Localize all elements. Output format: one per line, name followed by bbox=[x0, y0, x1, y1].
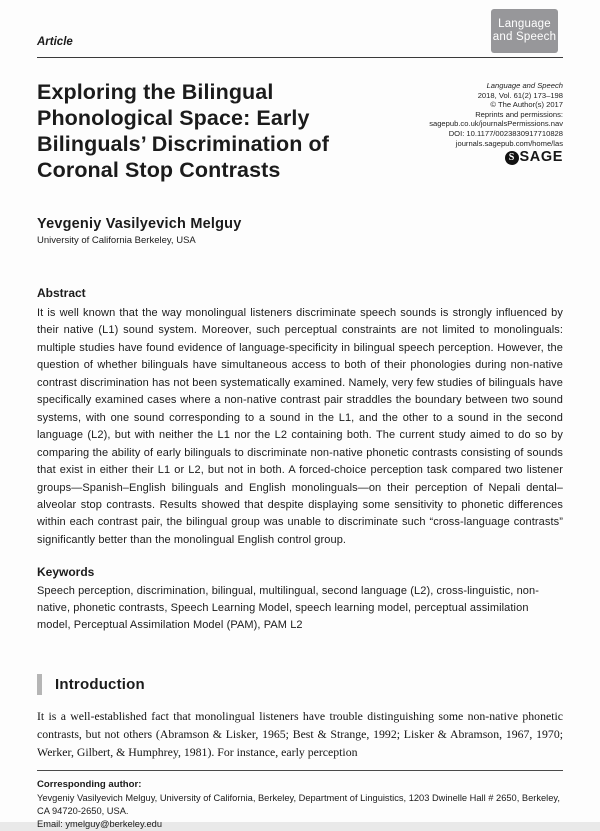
permissions-link[interactable]: sagepub.co.uk/journalsPermissions.nav bbox=[429, 119, 563, 129]
introduction-heading: Introduction bbox=[55, 676, 145, 694]
journal-name: Language and Speech bbox=[486, 81, 563, 90]
introduction-text: It is a well-established fact that monolingual listeners have trouble distinguishing some non-native phonetic contrasts, but not others (Abramson & Lisker, 1965; Best & Strange, 1992; Lisker & Abramson, 1967, 1970; Werker, Gilbert, & Humphrey, 1981). For instance, early perception bbox=[37, 709, 563, 759]
paper-title-line: Phonological Space: Early bbox=[37, 106, 310, 130]
author-name: Yevgeniy Vasilyevich Melguy bbox=[37, 216, 242, 232]
volume-info: 2018, Vol. 61(2) 173–198 bbox=[477, 90, 563, 100]
abstract-text: It is well known that the way monolingual listeners discriminate speech sounds is strongly influenced by their native (L1) sound system. Moreover, such perceptual constraints are not limited to monolinguals: multiple studies have found evidence of language-specificity in bilingual speech perception. However, the question of whether bilinguals have simultaneous access to both of their phonologies during non-native contrast discrimination has not been systematically examined. Namely, very few studies of bilinguals have specifically examined cases where a non-native contrast pair straddles the boundary between two sound systems, with one sound corresponding to a sound in the L1, and the other to a sound in the second language (L2), but with neither the L1 nor the L2 containing both. The current study aimed to do so by comparing the ability of early bilinguals to discriminate non-native phonetic contrasts consisting of sounds that exist in either their L1 or L2, but not in both. A forced-choice perception task compared two listener groups—Spanish–English bilinguals and English monolinguals—on their perception of Nepali dental–alveolar stop contrasts. Results showed that despite displaying some sensitivity to phonetic differences within each contrast pair, the bilingual group was unable to discriminate such “cross-language contrasts” significantly better than the monolingual English control group. bbox=[37, 307, 563, 546]
corresponding-author-block bbox=[37, 778, 563, 831]
corresponding-author-address: Yevgeniy Vasilyevich Melguy, University of California, Berkeley, Department of Linguistics, 1203 Dwinelle Hall # 2650, Berkeley, CA 94720-2650, USA. bbox=[37, 793, 560, 817]
article-type-label: Article bbox=[37, 36, 73, 48]
journal-metadata bbox=[373, 79, 563, 183]
reprints-label: Reprints and permissions: bbox=[475, 109, 563, 119]
section-accent-bar bbox=[37, 674, 42, 695]
author-block bbox=[37, 216, 563, 246]
copyright-notice: © The Author(s) 2017 bbox=[490, 100, 563, 110]
journal-badge-line2: and Speech bbox=[492, 31, 557, 43]
footer-rule bbox=[37, 770, 563, 771]
journal-badge bbox=[491, 9, 558, 53]
paper-title-line: Coronal Stop Contrasts bbox=[37, 158, 281, 182]
corresponding-author-email[interactable]: Email: ymelguy@berkeley.edu bbox=[37, 819, 163, 830]
sage-logo bbox=[373, 151, 563, 165]
doi-link[interactable]: DOI: 10.1177/0023830917710828 bbox=[448, 128, 563, 138]
keywords-text: Speech perception, discrimination, bilingual, multilingual, second language (L2), cross-linguistic, non-native, phonetic contrasts, Speech Learning Model, speech learning model, perceptual assimilation model, Perceptual Assimilation Model (PAM), PAM L2 bbox=[37, 585, 539, 632]
header-rule bbox=[37, 57, 563, 58]
journal-badge-line1: Language bbox=[498, 17, 551, 30]
header-row bbox=[37, 79, 563, 183]
sage-wordmark: SAGE bbox=[519, 149, 563, 166]
keywords-section bbox=[37, 565, 563, 634]
sage-circle-icon: S bbox=[505, 151, 519, 165]
corresponding-author-heading: Corresponding author: bbox=[37, 779, 142, 791]
paper-title bbox=[37, 79, 367, 183]
abstract-heading: Abstract bbox=[37, 286, 86, 300]
journal-home-link[interactable]: journals.sagepub.com/home/las bbox=[455, 138, 563, 148]
keywords-heading: Keywords bbox=[37, 565, 95, 580]
author-affiliation: University of California Berkeley, USA bbox=[37, 235, 196, 246]
paper-title-line: Bilinguals’ Discrimination of bbox=[37, 132, 329, 156]
abstract-section bbox=[37, 286, 563, 549]
paper-title-line: Exploring the Bilingual bbox=[37, 80, 274, 104]
introduction-heading-row bbox=[37, 674, 563, 695]
